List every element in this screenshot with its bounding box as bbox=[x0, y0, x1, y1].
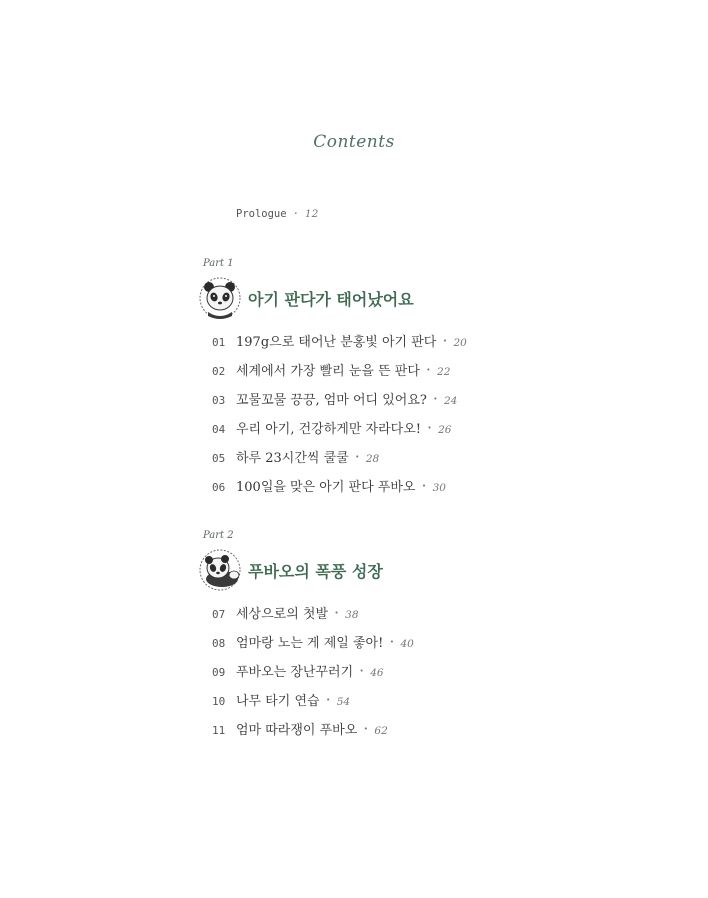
entry-number: 02 bbox=[212, 365, 226, 378]
entry-page: 54 bbox=[336, 696, 351, 708]
entry-page: 22 bbox=[437, 366, 451, 378]
toc-entry[interactable]: 11 엄마 따라쟁이 푸바오 · 62 bbox=[212, 719, 388, 738]
entry-page: 24 bbox=[443, 395, 458, 407]
entry-title: 세상으로의 첫발 bbox=[236, 607, 329, 622]
part-heading bbox=[198, 548, 383, 592]
entry-title: 우리 아기, 건강하게만 자라다오! bbox=[236, 422, 422, 437]
entry-page: 30 bbox=[432, 482, 446, 494]
toc-entry[interactable]: 07 세상으로의 첫발 · 38 bbox=[212, 603, 359, 622]
part-label: Part 2 bbox=[203, 530, 234, 541]
entry-number: 07 bbox=[212, 608, 226, 621]
part-title: 푸바오의 폭풍 성장 bbox=[248, 561, 383, 581]
entry-number: 04 bbox=[212, 423, 226, 436]
entry-number: 05 bbox=[212, 452, 226, 465]
contents-title: Contents bbox=[313, 132, 395, 152]
entry-page: 26 bbox=[438, 424, 452, 436]
entry-number: 06 bbox=[212, 481, 226, 494]
entry-title: 100일을 맞은 아기 판다 푸바오 bbox=[236, 480, 416, 495]
toc-entry[interactable]: 01 197g으로 태어난 분홍빛 아기 판다 · 20 bbox=[212, 331, 467, 350]
entry-page: 28 bbox=[365, 453, 380, 465]
part-heading bbox=[198, 276, 414, 320]
entry-number: 11 bbox=[212, 724, 226, 737]
toc-entry[interactable]: 10 나무 타기 연습 · 54 bbox=[212, 690, 351, 709]
panda-face-icon bbox=[198, 276, 242, 320]
entry-number: 09 bbox=[212, 666, 226, 679]
entry-page: 40 bbox=[400, 638, 414, 650]
toc-entry[interactable]: 04 우리 아기, 건강하게만 자라다오! · 26 bbox=[212, 418, 452, 437]
entry-title: 엄마랑 노는 게 제일 좋아! bbox=[236, 636, 384, 651]
entry-title: 꼬물꼬물 끙끙, 엄마 어디 있어요? bbox=[236, 393, 427, 408]
part-title: 아기 판다가 태어났어요 bbox=[248, 289, 414, 309]
toc-entry[interactable]: 05 하루 23시간씩 쿨쿨 · 28 bbox=[212, 447, 380, 466]
part-label: Part 1 bbox=[203, 258, 234, 269]
entry-number: 03 bbox=[212, 394, 226, 407]
entry-title: 푸바오는 장난꾸러기 bbox=[236, 665, 354, 680]
entry-number: 08 bbox=[212, 637, 226, 650]
toc-entry[interactable]: 08 엄마랑 노는 게 제일 좋아! · 40 bbox=[212, 632, 414, 651]
entry-number: 01 bbox=[212, 336, 226, 349]
toc-entry[interactable]: 06 100일을 맞은 아기 판다 푸바오 · 30 bbox=[212, 476, 446, 495]
entry-title: 세계에서 가장 빨리 눈을 뜬 판다 bbox=[236, 364, 420, 379]
panda-crawling-icon bbox=[198, 548, 242, 592]
entry-title: 하루 23시간씩 쿨쿨 bbox=[236, 451, 349, 466]
entry-page: 20 bbox=[453, 337, 467, 349]
entry-page: 38 bbox=[345, 609, 359, 621]
toc-entry[interactable]: 03 꼬물꼬물 끙끙, 엄마 어디 있어요? · 24 bbox=[212, 389, 458, 408]
entry-number: 10 bbox=[212, 695, 226, 708]
entry-title: 엄마 따라쟁이 푸바오 bbox=[236, 723, 358, 738]
toc-entry[interactable]: 09 푸바오는 장난꾸러기 · 46 bbox=[212, 661, 384, 680]
prologue-label: Prologue bbox=[236, 208, 287, 220]
entry-title: 197g으로 태어난 분홍빛 아기 판다 bbox=[236, 335, 437, 350]
entry-page: 46 bbox=[370, 667, 384, 679]
toc-entry[interactable]: 02 세계에서 가장 빨리 눈을 뜬 판다 · 22 bbox=[212, 360, 451, 379]
prologue-page: 12 bbox=[304, 208, 319, 220]
entry-title: 나무 타기 연습 bbox=[236, 694, 320, 709]
prologue-entry[interactable]: Prologue · 12 bbox=[236, 208, 319, 220]
entry-page: 62 bbox=[374, 725, 388, 737]
